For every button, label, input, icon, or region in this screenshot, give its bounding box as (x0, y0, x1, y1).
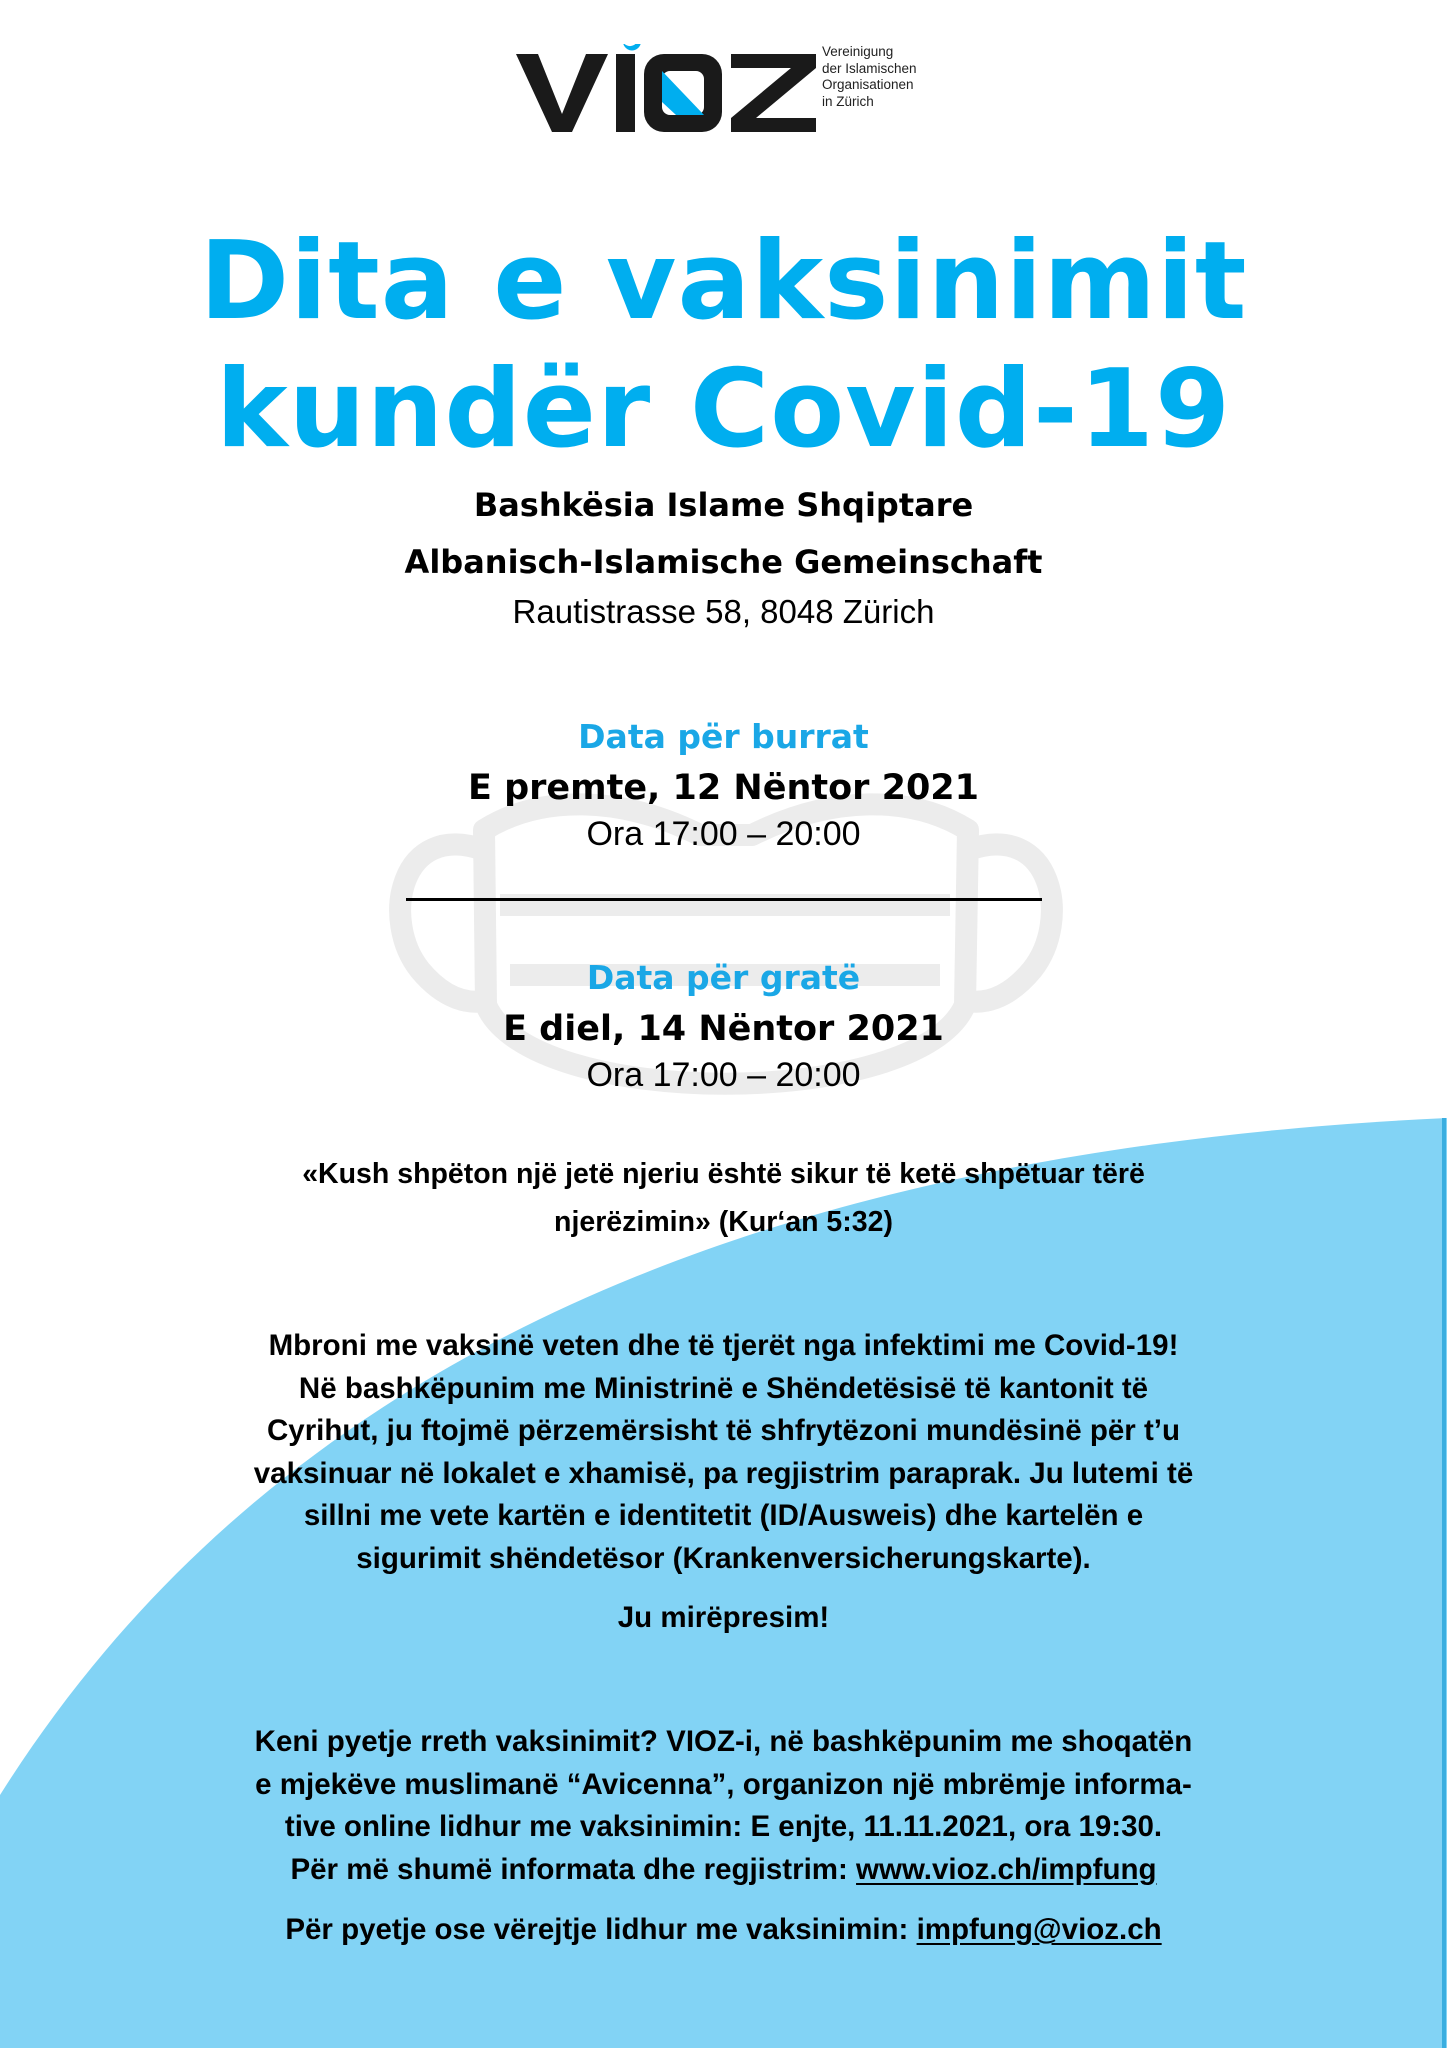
info-line: tive online lidhur me vaksinimin: E enjte, 11.11.2021, ora 19:30. (284, 1810, 1163, 1843)
date-divider (406, 898, 1042, 901)
appeal-line: sillni me vete kartën e identitetit (ID/Ausweis) dhe kartelën e (303, 1499, 1144, 1532)
venue-name-german: Albanisch-Islamische Gemeinschaft (404, 543, 1043, 581)
women-time: Ora 17:00 – 20:00 (586, 1056, 861, 1094)
men-date-heading: Data për burrat (578, 717, 869, 756)
welcome-text: Ju mirëpresim! (617, 1601, 830, 1634)
appeal-line: sigurimit shëndetësor (Krankenversicherungskarte). (356, 1541, 1091, 1575)
page-title (0, 218, 1447, 474)
tagline-line: in Zürich (822, 93, 874, 109)
info-line: e mjekëve muslimanë “Avicenna”, organizon një mbrëmje informa- (255, 1767, 1192, 1801)
contact-email-link[interactable]: impfung@vioz.ch (916, 1913, 1162, 1946)
vioz-wordmark-logo (516, 44, 821, 134)
logo-tagline (822, 44, 952, 110)
appeal-line: Mbroni me vaksinë veten dhe të tjerët nga infektimi me Covid-19! (268, 1329, 1179, 1362)
appeal-line: Cyrihut, ju ftojmë përzemërsisht të shfrytëzoni mundësinë për t’u (266, 1414, 1181, 1447)
venue-address: Rautistrasse 58, 8048 Zürich (512, 593, 935, 630)
appeal-paragraph (150, 1325, 1297, 1580)
register-line (150, 1849, 1297, 1892)
women-date: E diel, 14 Nëntor 2021 (503, 1009, 944, 1049)
men-date: E premte, 12 Nëntor 2021 (467, 768, 980, 808)
info-paragraph (150, 1721, 1297, 1891)
tagline-line: der Islamischen (822, 60, 917, 76)
quote-line: njerëzimin» (Kur‘an 5:32) (554, 1206, 893, 1238)
appeal-line: Në bashkëpunim me Ministrinë e Shëndetësisë të kantonit të (298, 1371, 1149, 1405)
register-link[interactable]: www.vioz.ch/impfung (856, 1852, 1157, 1886)
men-time: Ora 17:00 – 20:00 (586, 815, 861, 853)
vioz-logo (516, 14, 936, 124)
title-line-1: Dita e vaksinimit (199, 219, 1248, 344)
women-date-heading: Data për gratë (586, 958, 861, 997)
info-line: Keni pyetje rreth vaksinimit? VIOZ-i, në bashkëpunim me shoqatën (254, 1725, 1193, 1758)
appeal-line: vaksinuar në lokalet e xhamisë, pa regjistrim paraprak. Ju lutemi të (253, 1456, 1194, 1490)
tagline-line: Vereinigung (822, 44, 894, 59)
quote-line: «Kush shpëton një jetë njeriu është sikur të ketë shpëtuar tërë (302, 1158, 1145, 1190)
quran-quote (160, 1150, 1287, 1246)
venue-name-albanian: Bashkësia Islame Shqiptare (473, 486, 974, 524)
contact-line (150, 1909, 1297, 1952)
title-line-2: kundër Covid-19 (215, 347, 1232, 472)
contact-label: Për pyetje ose vërejtje lidhur me vaksinimin: (285, 1913, 917, 1946)
tagline-line: Organisationen (822, 77, 914, 92)
register-label: Për më shumë informata dhe regjistrim: (290, 1852, 857, 1886)
